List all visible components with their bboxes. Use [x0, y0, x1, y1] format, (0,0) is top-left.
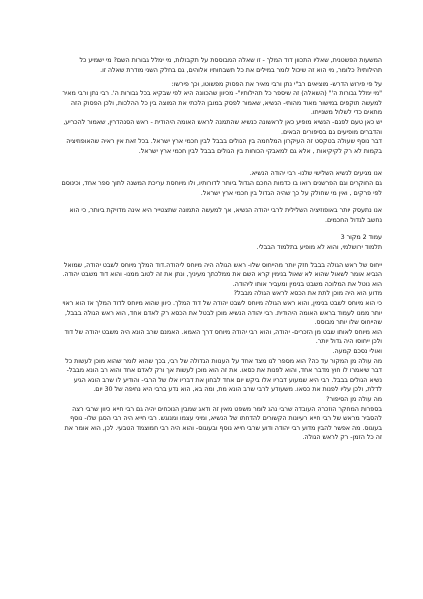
paragraph-midrash-intro: על פי פירוש הדרש- מוציאים רב"י נתן ורבי מאיר את הפסוק מפשוטו, וכך פירשו: — [171, 79, 382, 88]
paragraph-research: בספרות המחקר הוזכרה העובדה שרבי נהג לומר משפט מאין זה ודאג שמבין הנוכחים יהיה גם רבי חייא כיוון שרבי רצה להסביר מראש של רבי חייא רעיונות הקשורים להדחתו של הנשיא, ומיני עצמו ומנוגש. רבי חייא היה רבי הסגן שלו- נוסף בעוגוס. מה אפשר להבין מדוע רבי יהודה ודוע שרבי חייא נוסף ובעוגוס- והוא היה רבי חמוצמד הטבעי. לכן, הוא אומר את זה כל הזמן- רק לראש הגולה. — [64, 404, 382, 442]
paragraph-male-line: הוא מיוחס לאותו שבט מן הזכרים- יהודה, והוא רבי יהודה מיוחס דרך האמא. האמנם שרב הונא היה משבט יהודה של דוד ולכן ייחוסו היה גדול יותר. — [64, 327, 382, 346]
paragraph-story-question: מה עולה מן הסיפור? — [326, 394, 382, 403]
paragraph-conflict: דבר נוסף שעולה בטקסט זה העיקרון המלחמה בין הגולים בבבל לבין חכמי ארץ ישראל. בכל זאת אין ראיה שהאופוזיציה בקמות לא רק לקיקיאות , אלא גם למאבקי הכוחות בין הגולים בבבל לבין חכמי ארץ ישראל. — [66, 137, 382, 155]
paragraph-plain-meaning: המשעות הפשטנית, שאליו התכוון דוד המלך - זו שאלה המבוססת על תקבולות, מי ימלל גבורות השם? מי ישמיע כל תהילותיו? כלומר, מי הוא זה שיכול לומר במילים את כל תשבחותיו אלוהים, גם בחלק השני מודרת שאלה זו. — [79, 56, 382, 74]
paragraph-question: מדוע הוא היה מוכן לתת את הכסא לראש הגולה מבבל? — [233, 289, 382, 298]
paragraph-opposition: אנו נתעסק יותר באופוזיציה השלילית לרבי יהודה הנשיא, אך למעשה התמונה שתצטייר היא אינה מדויקת ביותר, כי הוא נחשב לגדול החכמים. — [69, 206, 382, 224]
document-page — [58, 56, 382, 443]
source-subheading: תלמוד ירושלמי, והוא לא מופיע בתלמוד הבבלי. — [256, 243, 382, 251]
paragraph-answer: כי הוא מיוחס לשבט בנימין, והוא ראש הגולה מיוחס לשבט יהודה של דוד המלך. כיוון שהוא מיוחס לדוד המלך אז הוא ראוי יותר ממנו לעמוד בראש האומה היהודית. רבי יהודה הנשיא מוכן לבטל את הכסא רק לאדם אחד, הוא ראש הגולה בבבל, שהייחוס שלו יותר מבוסס. — [62, 298, 382, 327]
paragraph-midrash-explanation: "מי ימלל גבורות ה'" (השאלה) זה שיספר כל תהילותיו"- מכיוון שהכוונה היא לפי שבקיא בכל גבורות ה'. רבי נתן ורבי מאיר למעשה תוקפים במישור מאוד מהותי- הנשיא, שאמור לפסק במובן הלכתי את המוצה בין כל ההלכות, ולכן הפסוק הזה מתאים כדי לשלול משנייתו. — [62, 89, 382, 117]
source-heading: עמוד 2 מקור 3 — [340, 233, 382, 242]
paragraph-summary-label: ואולי נסכם קמעה. — [332, 346, 382, 355]
paragraph-third-nasi: אנו מגיעים לנשיא השלישי שלנו- רבי יהודה הנשיא. — [249, 169, 382, 178]
paragraph-source-analysis: מה עולה מן המקור עד כה? הוא מספר לנו מצד אחד על הענוות הגדולה של רבי, בכך שהוא לומר שהוא מוכן לעשות כל דבר שיאמרו לו חוץ מדבר אחד, והוא לפנות את כסאו. את זה הוא מוכן לעשות אך ורק לאדם אחד והוא רב הונא מבבל- נשיא הגולים בבבל. רבי היא שמעוע דבריו אלו ביקש יום אחד לבחון את דבריו אלו של הרבי- והודיע לו שרב הונא הגיע לדלת, ולכן עליו לפנות את כסאו. משעודע לרבי שרב הונא מת, ומה בא, הוא נדע ברבי היא נחיפה של 30 יום. — [65, 356, 382, 394]
paragraph-flaw: יש כאן טעם לפגם- הנשיא מופיע כאן לראשונה כנשיא שהתמנה לראש האומה היהודית - ראש הסנהדרין, שאמור להכריע, והדברים מופיעים גם בסיפורים הבאים. — [63, 118, 382, 136]
paragraph-scholars: גם החוקרים וגם הפרשנים רואו בו כדמות החכם הגדול ביותר לדורותיו, ולו מיוחסת עריכת המשנה לתוך ספר אחד, וכינוסם לפי פרקים , ואין מי שחולק על כך שהיה הגדול בין חכמי ארץ ישראל. — [61, 179, 382, 197]
paragraph-lineage: ייחוס של ראש הגולה בבבל חזק יותר מהייחוס שלו- ראש הגולה היה מיוחס ליהודה.דוד המלך מיוחס לשבט יהודה, שמואל הנביא אומר לשאול שהוא לא שאול בנימין קרא השם את ממלכתך מעיניך, ונתן את זה לטוב ממנו- והוא דוד משבט יהודה. הוא נוטל את המלוכה משבט בנימין ומעביר אותו ליהודה. — [62, 260, 382, 288]
